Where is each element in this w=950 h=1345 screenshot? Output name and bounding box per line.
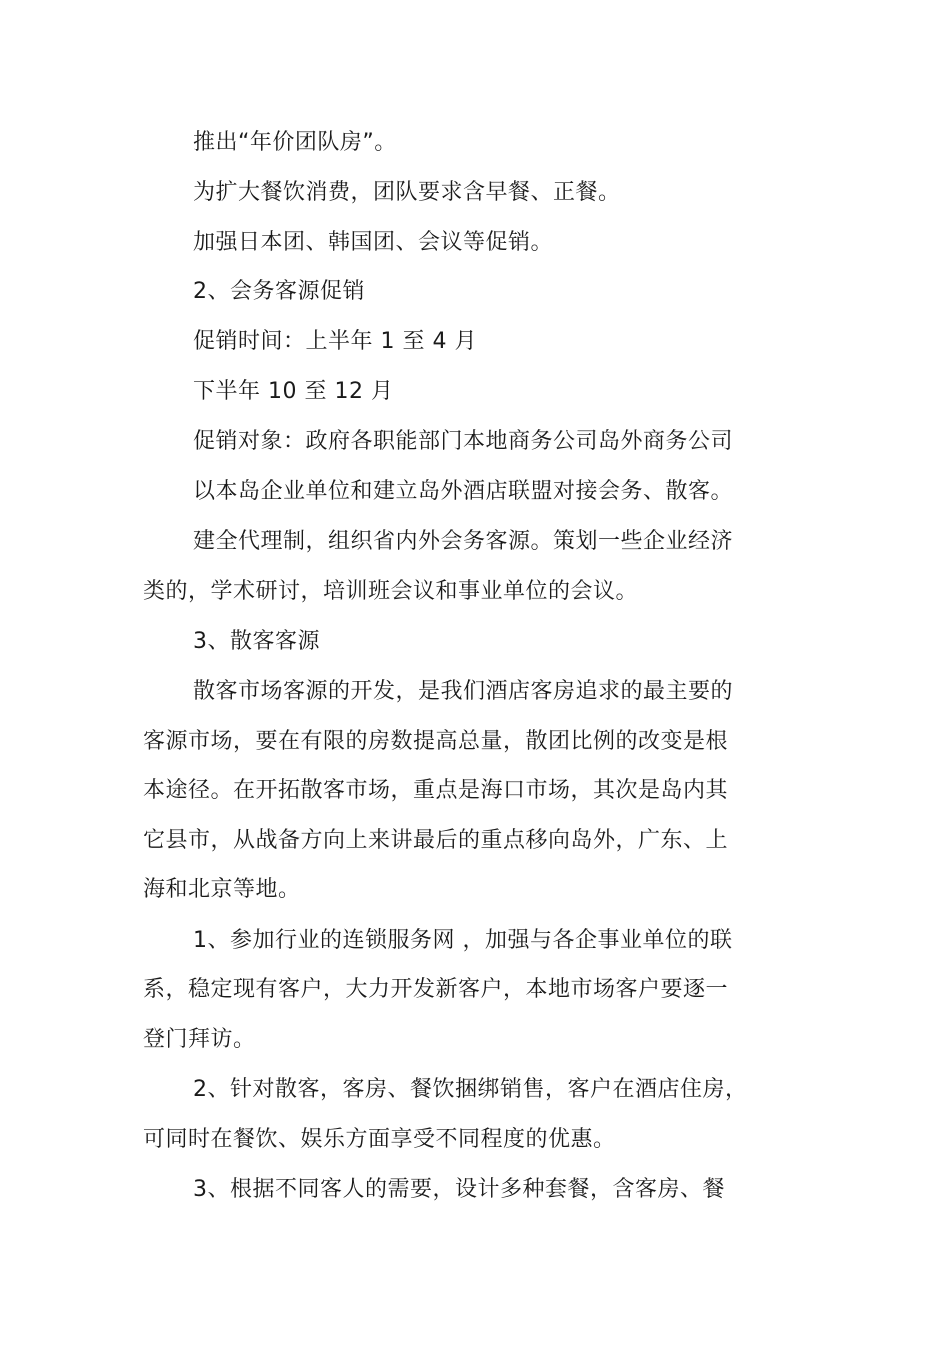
text-line: 1、参加行业的连锁服务网 ，加强与各企事业单位的联 [193,928,733,953]
text-line: 推出“年价团队房”。 [193,130,397,155]
text-line: 可同时在餐饮、娱乐方面享受不同程度的优惠。 [143,1127,616,1152]
text-line: 类的，学术研讨，培训班会议和事业单位的会议。 [143,579,639,604]
text-line: 本途径。在开拓散客市场，重点是海口市场，其次是岛内其 [143,778,729,803]
text-line: 2、针对散客，客房、餐饮捆绑销售，客户在酒店住房， [193,1077,748,1102]
text-line: 系，稳定现有客户，大力开发新客户，本地市场客户要逐一 [143,977,729,1002]
text-line: 为扩大餐饮消费，团队要求含早餐、正餐。 [193,180,621,205]
text-line: 它县市，从战备方向上来讲最后的重点移向岛外，广东、上 [143,828,729,853]
section-heading: 2、会务客源促销 [193,279,365,304]
text-line: 客源市场，要在有限的房数提高总量，散团比例的改变是根 [143,729,729,754]
text-line: 下半年 10 至 12 月 [193,379,394,404]
section-heading: 3、散客客源 [193,629,320,654]
text-line: 加强日本团、韩国团、会议等促销。 [193,230,554,255]
text-line: 促销对象：政府各职能部门本地商务公司岛外商务公司 [193,429,734,454]
text-line: 海和北京等地。 [143,877,301,902]
text-line: 3、根据不同客人的需要，设计多种套餐，含客房、餐 [193,1177,725,1202]
text-line: 以本岛企业单位和建立岛外酒店联盟对接会务、散客。 [193,479,734,504]
text-line: 散客市场客源的开发，是我们酒店客房追求的最主要的 [193,679,734,704]
text-line: 促销时间：上半年 1 至 4 月 [193,329,477,354]
text-line: 登门拜访。 [143,1027,256,1052]
text-line: 建全代理制，组织省内外会务客源。策划一些企业经济 [193,529,734,554]
